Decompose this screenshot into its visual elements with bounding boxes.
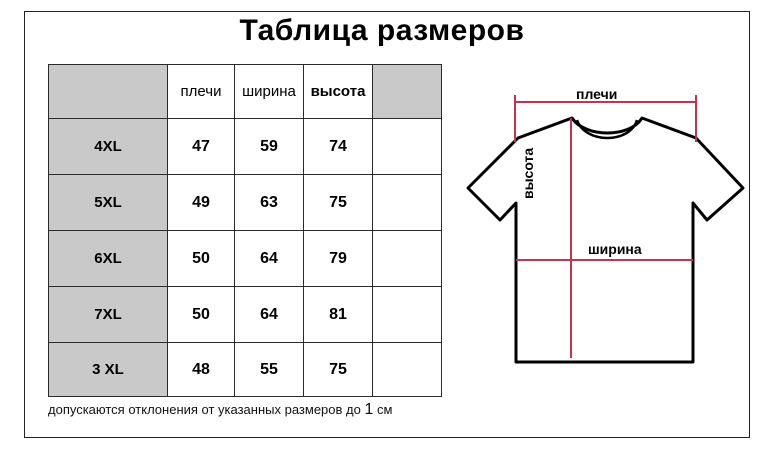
blank-cell <box>373 287 442 343</box>
tshirt-diagram <box>460 80 750 370</box>
size-cell: 4XL <box>49 119 168 175</box>
table-row <box>49 343 442 397</box>
table-header-shoulders: плечи <box>168 65 235 119</box>
shoulders-cell: 47 <box>168 119 235 175</box>
blank-cell <box>373 175 442 231</box>
blank-cell <box>373 119 442 175</box>
height-label: высота <box>520 147 536 199</box>
table-header-blank <box>373 65 442 119</box>
height-cell: 79 <box>304 231 373 287</box>
shoulders-cell: 49 <box>168 175 235 231</box>
table-header-height: высота <box>304 65 373 119</box>
tolerance-unit: см <box>377 402 393 417</box>
shoulders-cell: 48 <box>168 343 235 397</box>
table-row <box>49 231 442 287</box>
size-cell: 5XL <box>49 175 168 231</box>
table-header-empty <box>49 65 168 119</box>
tshirt-outline <box>468 118 743 362</box>
page-title: Таблица размеров <box>239 14 525 47</box>
blank-cell <box>373 343 442 397</box>
table-row <box>49 175 442 231</box>
width-cell: 63 <box>235 175 304 231</box>
width-cell: 64 <box>235 287 304 343</box>
height-cell: 75 <box>304 343 373 397</box>
shoulders-cell: 50 <box>168 287 235 343</box>
width-cell: 64 <box>235 231 304 287</box>
size-table <box>48 64 442 397</box>
shoulders-cell: 50 <box>168 231 235 287</box>
height-cell: 75 <box>304 175 373 231</box>
table-header-row <box>49 65 442 119</box>
size-cell: 3 XL <box>49 343 168 397</box>
table-row <box>49 287 442 343</box>
table-row <box>49 119 442 175</box>
tolerance-value: 1 <box>364 401 374 418</box>
size-cell: 7XL <box>49 287 168 343</box>
table-header-width: ширина <box>235 65 304 119</box>
shoulders-label: плечи <box>576 86 618 102</box>
height-cell: 81 <box>304 287 373 343</box>
tolerance-text: допускаются отклонения от указанных размеров до <box>48 402 361 417</box>
blank-cell <box>373 231 442 287</box>
tolerance-note <box>48 401 392 419</box>
height-cell: 74 <box>304 119 373 175</box>
width-cell: 59 <box>235 119 304 175</box>
size-cell: 6XL <box>49 231 168 287</box>
width-label: ширина <box>588 241 642 257</box>
width-cell: 55 <box>235 343 304 397</box>
